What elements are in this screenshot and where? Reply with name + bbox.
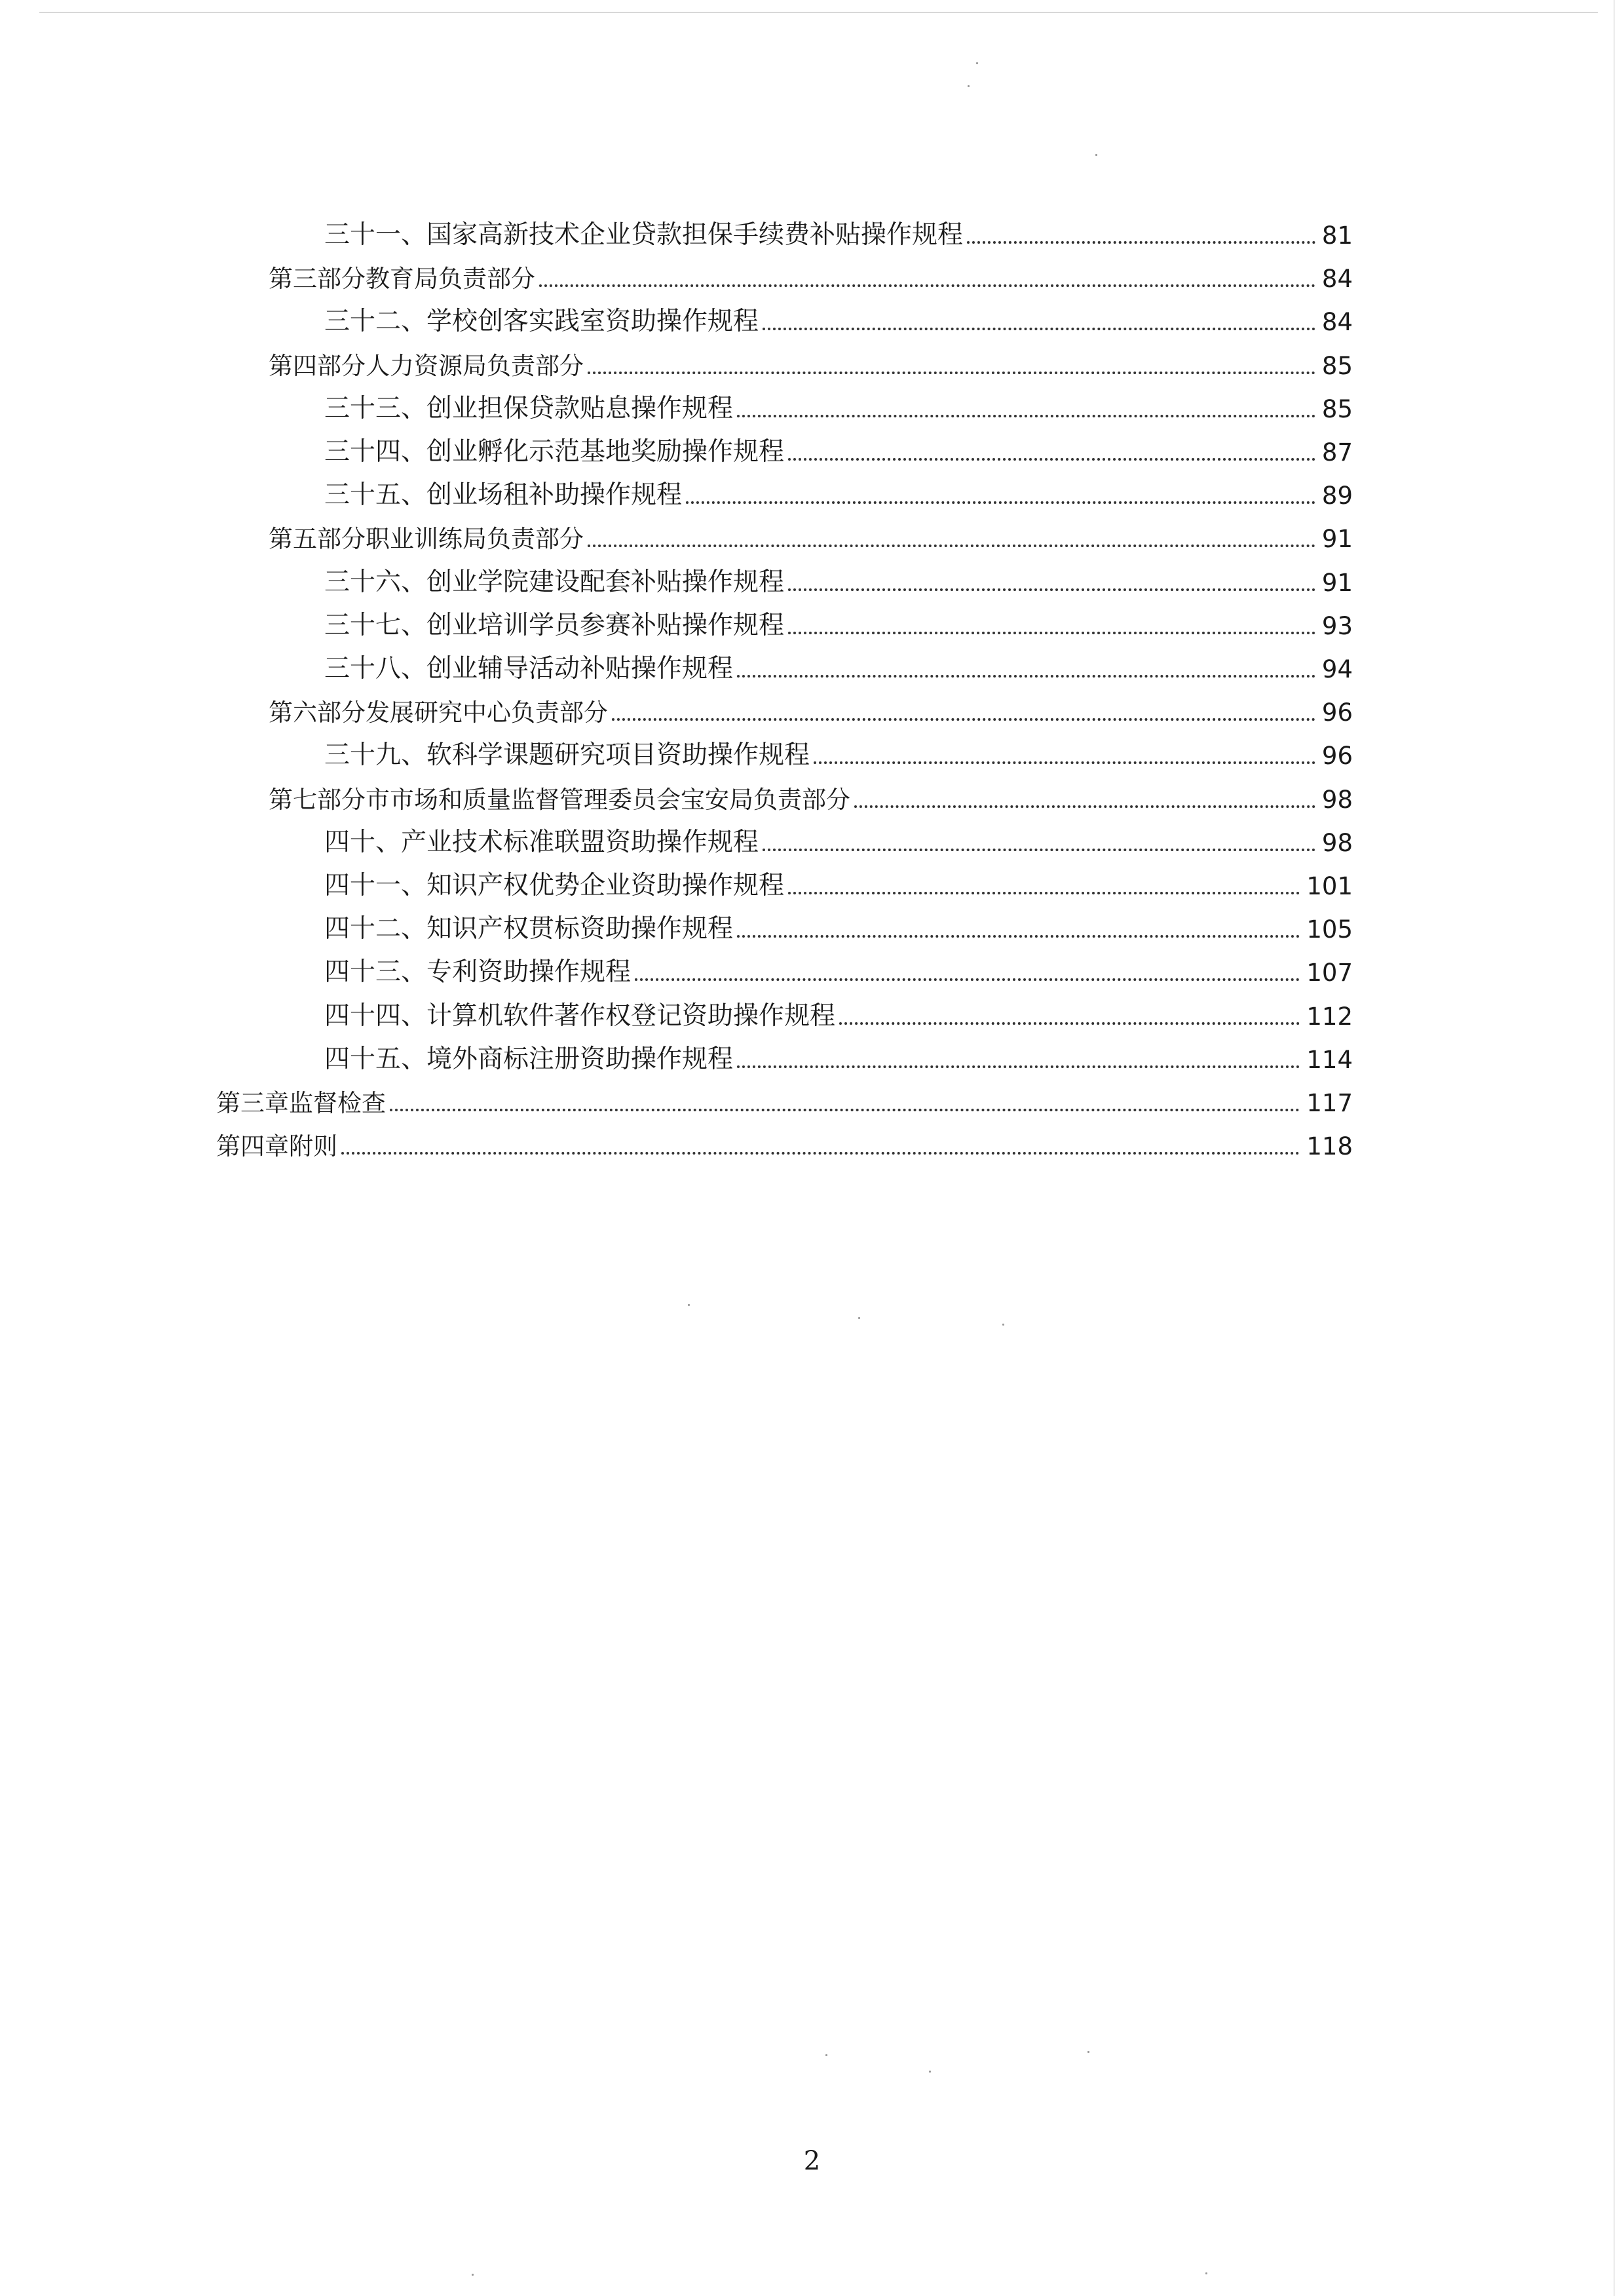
toc-entry-title: 第三章监督检查 — [216, 1089, 386, 1117]
toc-dot-leader — [539, 284, 1315, 287]
toc-entry — [324, 469, 1353, 512]
toc-dot-leader — [788, 632, 1315, 634]
toc-dot-leader — [814, 761, 1315, 764]
toc-entry-title: 第六部分发展研究中心负责部分 — [269, 698, 608, 727]
toc-entry-title: 三十七、创业培训学员参赛补贴操作规程 — [324, 611, 785, 640]
toc-entry-page: 101 — [1306, 872, 1353, 900]
toc-entry-title: 三十五、创业场租补助操作规程 — [324, 480, 683, 510]
toc-dot-leader — [839, 1022, 1300, 1025]
toc-dot-leader — [967, 241, 1315, 244]
toc-entry — [324, 902, 1353, 946]
toc-entry-title: 四十四、计算机软件著作权登记资助操作规程 — [324, 1001, 836, 1031]
scan-speck — [929, 2071, 931, 2073]
scan-speck — [858, 1317, 860, 1319]
toc-dot-leader — [588, 545, 1315, 547]
toc-entry-title: 四十三、专利资助操作规程 — [324, 957, 632, 987]
toc-entry-page: 87 — [1321, 438, 1353, 467]
scan-speck — [1205, 2272, 1207, 2274]
toc-entry-page: 89 — [1321, 482, 1353, 510]
toc-entry-page: 93 — [1321, 612, 1353, 640]
toc-entry-page: 96 — [1321, 698, 1353, 727]
toc-entry — [216, 1076, 1353, 1119]
toc-dot-leader — [788, 892, 1300, 894]
toc-entry-page: 98 — [1321, 786, 1353, 814]
toc-entry-page: 98 — [1321, 829, 1353, 857]
toc-entry — [324, 859, 1353, 902]
toc-entry — [324, 556, 1353, 599]
toc-entry — [269, 512, 1353, 555]
toc-dot-leader — [588, 372, 1315, 374]
toc-entry — [324, 382, 1353, 425]
toc-dot-leader — [737, 935, 1300, 938]
toc-dot-leader — [612, 718, 1315, 721]
toc-dot-leader — [763, 328, 1315, 330]
toc-entry-page: 84 — [1321, 308, 1353, 336]
scan-top-edge — [39, 12, 1598, 13]
scan-speck — [968, 85, 970, 87]
toc-dot-leader — [737, 1065, 1300, 1068]
toc-entry-page: 114 — [1306, 1046, 1353, 1074]
toc-entry-title: 三十一、国家高新技术企业贷款担保手续费补贴操作规程 — [324, 220, 964, 250]
toc-entry-page: 81 — [1321, 221, 1353, 250]
scan-speck — [688, 1304, 690, 1306]
scan-speck — [472, 2274, 474, 2276]
scan-right-edge — [1614, 0, 1615, 2296]
toc-entry-title: 第四部分人力资源局负责部分 — [269, 352, 584, 380]
page-number: 2 — [803, 2146, 821, 2176]
toc-entry — [269, 339, 1353, 382]
toc-entry — [324, 729, 1353, 772]
toc-entry-title: 四十一、知识产权优势企业资助操作规程 — [324, 871, 785, 900]
toc-dot-leader — [788, 588, 1315, 591]
toc-dot-leader — [686, 501, 1315, 504]
toc-dot-leader — [737, 675, 1315, 678]
toc-entry-page: 118 — [1306, 1132, 1353, 1160]
toc-entry — [269, 685, 1353, 729]
toc-entry-title: 第三部分教育局负责部分 — [269, 265, 535, 293]
toc-entry — [324, 208, 1353, 252]
scan-speck — [976, 62, 978, 64]
toc-entry — [324, 295, 1353, 338]
toc-entry — [269, 773, 1353, 816]
scan-speck — [1095, 154, 1097, 156]
toc-entry — [324, 816, 1353, 859]
toc-dot-leader — [763, 849, 1315, 851]
toc-dot-leader — [635, 978, 1300, 981]
toc-entry-page: 85 — [1321, 395, 1353, 423]
toc-dot-leader — [854, 805, 1315, 808]
toc-entry-title: 四十、产业技术标准联盟资助操作规程 — [324, 828, 759, 857]
toc-entry — [324, 989, 1353, 1033]
toc-entry-page: 91 — [1321, 525, 1353, 553]
toc-entry-title: 三十二、学校创客实践室资助操作规程 — [324, 307, 759, 336]
toc-entry — [324, 642, 1353, 685]
toc-entry — [324, 946, 1353, 989]
toc-entry-page: 85 — [1321, 352, 1353, 380]
toc-entry-title: 三十四、创业孵化示范基地奖励操作规程 — [324, 437, 785, 467]
toc-dot-leader — [341, 1152, 1300, 1155]
scan-speck — [1087, 2051, 1089, 2053]
toc-entry-title: 三十八、创业辅导活动补贴操作规程 — [324, 654, 734, 683]
toc-entry-title: 三十六、创业学院建设配套补贴操作规程 — [324, 567, 785, 597]
toc-entry — [269, 252, 1353, 295]
toc-entry-title: 四十五、境外商标注册资助操作规程 — [324, 1044, 734, 1074]
toc-entry — [324, 1033, 1353, 1076]
toc-entry-page: 105 — [1306, 915, 1353, 944]
toc-dot-leader — [390, 1109, 1300, 1111]
toc-entry-title: 第七部分市市场和质量监督管理委员会宝安局负责部分 — [269, 786, 850, 814]
scan-speck — [1002, 1324, 1004, 1326]
toc-entry — [216, 1119, 1353, 1162]
toc-dot-leader — [737, 415, 1315, 417]
toc-dot-leader — [788, 458, 1315, 461]
scan-speck — [825, 2054, 827, 2056]
toc-entry-title: 第五部分职业训练局负责部分 — [269, 525, 584, 553]
toc-entry-title: 三十九、软科学课题研究项目资助操作规程 — [324, 740, 810, 770]
toc-entry — [324, 599, 1353, 642]
toc-entry-page: 94 — [1321, 655, 1353, 683]
toc-entry-page: 96 — [1321, 742, 1353, 770]
toc-entry-title: 三十三、创业担保贷款贴息操作规程 — [324, 394, 734, 423]
toc-entry-page: 117 — [1306, 1089, 1353, 1117]
toc-entry-page: 112 — [1306, 1003, 1353, 1031]
toc-entry-page: 91 — [1321, 569, 1353, 597]
toc-entry-page: 107 — [1306, 959, 1353, 987]
toc-entry-page: 84 — [1321, 265, 1353, 293]
toc-entry-title: 第四章附则 — [216, 1132, 337, 1160]
toc-entry-title: 四十二、知识产权贯标资助操作规程 — [324, 914, 734, 944]
toc-entry — [324, 425, 1353, 469]
